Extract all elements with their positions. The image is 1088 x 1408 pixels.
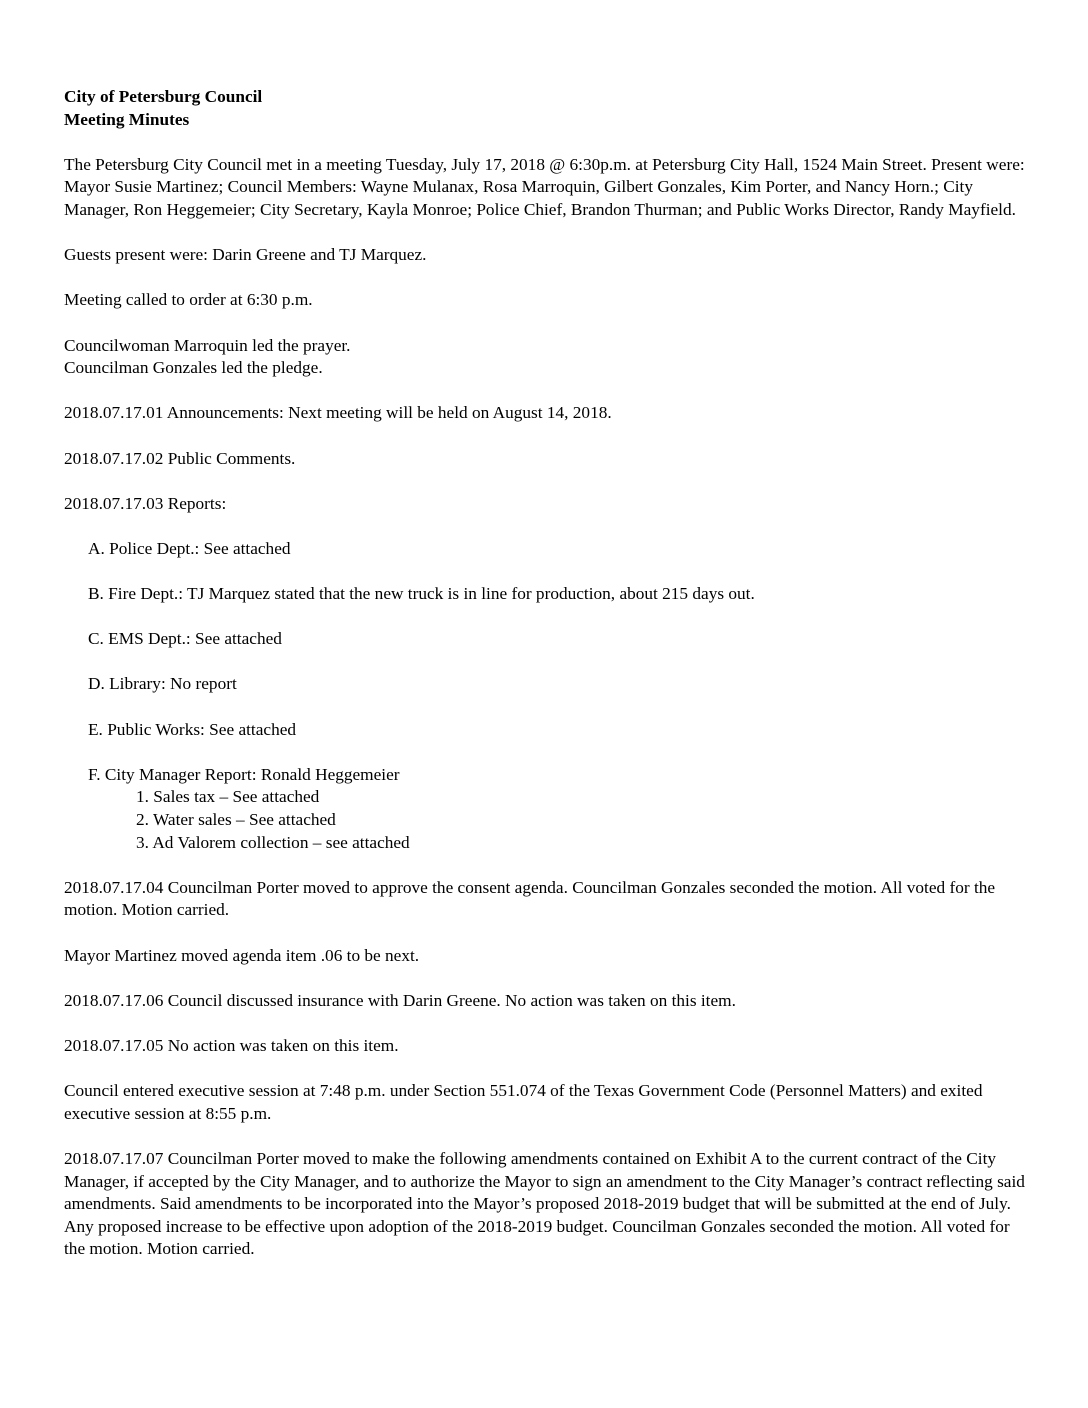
agenda-item-01: 2018.07.17.01 Announcements: Next meeting will be held on August 14, 2018. [64, 403, 612, 423]
city-manager-sublist [88, 786, 1034, 854]
report-library: D. Library: No report [88, 674, 237, 694]
prayer-line: Councilwoman Marroquin led the prayer. [64, 335, 351, 355]
prayer-pledge-block [64, 335, 1034, 380]
council-name-heading: City of Petersburg Council [64, 87, 263, 106]
agenda-item-03: 2018.07.17.03 Reports: [64, 493, 227, 513]
agenda-item-05: 2018.07.17.05 No action was taken on this item. [64, 1035, 399, 1055]
document-header [64, 86, 1034, 131]
agenda-reorder-paragraph: Mayor Martinez moved agenda item .06 to be next. [64, 945, 420, 965]
report-city-manager [88, 764, 1034, 854]
sublist-item: 3. Ad Valorem collection – see attached [136, 832, 410, 852]
pledge-line: Councilman Gonzales led the pledge. [64, 358, 323, 378]
sublist-item: 2. Water sales – See attached [136, 810, 336, 829]
executive-session-paragraph: Council entered executive session at 7:48 p.m. under Section 551.074 of the Texas Government Code (Personnel Matters) and exited executive session at 8:55 p.m. [64, 1081, 983, 1123]
report-city-manager-label: F. City Manager Report: Ronald Heggemeier [88, 764, 400, 784]
report-fire: B. Fire Dept.: TJ Marquez stated that the new truck is in line for production, about 215 days out. [88, 584, 755, 604]
agenda-item-04: 2018.07.17.04 Councilman Porter moved to approve the consent agenda. Councilman Gonzales seconded the motion. All voted for the motion. Motion carried. [64, 877, 996, 920]
sublist-item: 1. Sales tax – See attached [136, 787, 320, 807]
reports-list [64, 538, 1034, 854]
attendance-paragraph: The Petersburg City Council met in a meeting Tuesday, July 17, 2018 @ 6:30p.m. at Petersburg City Hall, 1524 Main Street. Present were: Mayor Susie Martinez; Council Members: Wayne Mulanax, Rosa Marroquin, Gilbert Gonzales, Kim Porter, and Nancy Horn.; City Manager, Ron Heggemeier; City Secretary, Kayla Monroe; Police Chief, Brandon Thurman; and Public Works Director, Randy Mayfield. [64, 154, 1025, 219]
call-to-order-paragraph: Meeting called to order at 6:30 p.m. [64, 290, 313, 310]
document-page [64, 86, 1034, 1261]
report-public-works: E. Public Works: See attached [88, 719, 297, 739]
agenda-item-06: 2018.07.17.06 Council discussed insurance with Darin Greene. No action was taken on this item. [64, 990, 736, 1010]
report-ems: C. EMS Dept.: See attached [88, 629, 282, 649]
report-police: A. Police Dept.: See attached [88, 538, 291, 558]
agenda-item-02: 2018.07.17.02 Public Comments. [64, 448, 296, 468]
agenda-item-07: 2018.07.17.07 Councilman Porter moved to make the following amendments contained on Exhibit A to the current contract of the City Manager, if accepted by the City Manager, and to authorize the Mayor to sign an amendment to the City Manager’s contract reflecting said amendments. Said amendments to be incorporated into the Mayor’s proposed 2018-2019 budget that will be submitted at the end of July. Any proposed increase to be effective upon adoption of the 2018-2019 budget. Councilman Gonzales seconded the motion. All voted for the motion. Motion carried. [64, 1148, 1025, 1259]
minutes-heading: Meeting Minutes [64, 109, 190, 129]
guests-paragraph: Guests present were: Darin Greene and TJ Marquez. [64, 245, 427, 265]
